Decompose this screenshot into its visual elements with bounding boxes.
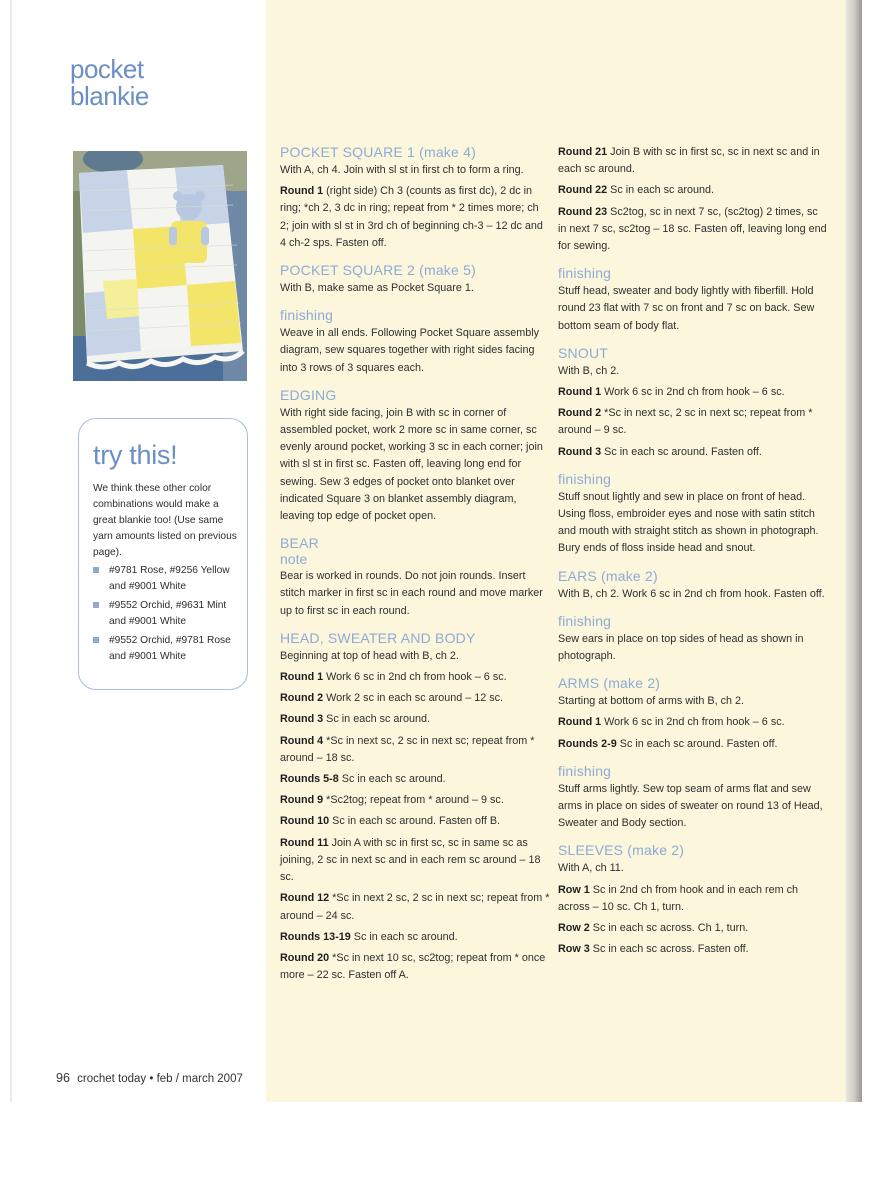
instruction-paragraph [280, 669, 550, 686]
round-label: Round 20 [280, 951, 330, 964]
round-label: Round 23 [558, 205, 608, 218]
instruction-text: Work 6 sc in 2nd ch from hook – 6 sc. [323, 671, 507, 684]
round-label: Round 1 [280, 185, 324, 198]
round-label: Round 1 [558, 386, 602, 399]
pattern-section [280, 630, 550, 984]
tip-list [93, 563, 243, 668]
round-label: Rounds 13-19 [280, 930, 351, 943]
instruction-paragraph [280, 325, 550, 377]
round-label: Round 22 [558, 184, 608, 197]
instruction-text: With B, ch 2. [558, 364, 620, 377]
round-label: Round 10 [280, 815, 330, 828]
section-heading: SLEEVES (make 2) [558, 842, 685, 859]
round-label: Round 3 [280, 713, 324, 726]
tip-item [93, 633, 243, 664]
instruction-text: Sc in each sc around. Fasten off. [616, 737, 778, 750]
instruction-paragraph [558, 586, 828, 603]
tip-item-text: #9552 Orchid, #9781 Rose and #9001 White [109, 635, 231, 662]
round-label: Rounds 5-8 [280, 773, 339, 786]
instruction-text: (right side) Ch 3 (counts as first dc), 2 dc in ring; *ch 2, 3 dc in ring; repeat from * 2 times more; ch 2; join with sl st in 3rd ch of beginning ch-3 – 12 dc and 4 ch-2 sps. Fasten off. [280, 185, 543, 249]
pattern-section [558, 265, 828, 335]
round-label: Round 4 [280, 734, 324, 747]
instruction-text: Starting at bottom of arms with B, ch 2. [558, 695, 745, 708]
tip-item [93, 598, 243, 629]
instruction-paragraph [280, 771, 550, 788]
title-line-1: pocket [70, 54, 144, 84]
instruction-text: With A, ch 4. Join with sl st in first ch to form a ring. [280, 164, 524, 176]
instruction-text: Work 2 sc in each sc around – 12 sc. [323, 692, 504, 705]
pattern-column-2 [558, 144, 828, 969]
instruction-paragraph [280, 792, 550, 809]
tip-item-text: #9552 Orchid, #9631 Mint and #9001 White [109, 600, 227, 627]
tip-item [93, 563, 243, 594]
instruction-text: Sc in each sc around. [607, 184, 715, 197]
instruction-paragraph [558, 941, 828, 958]
instruction-text: Sc in each sc around. [350, 930, 458, 943]
instruction-paragraph [280, 690, 550, 707]
square-bullet-icon [93, 602, 99, 608]
instruction-text: Sc in each sc around. Fasten off. [601, 445, 762, 458]
pattern-section [280, 307, 550, 377]
page-edge-shadow [846, 0, 862, 1102]
instruction-text: Sc in 2nd ch from hook and in each rem ch across – 10 sc. Ch 1, turn. [558, 883, 799, 913]
instruction-paragraph [558, 693, 828, 710]
instruction-text: Sew ears in place on top sides of head as shown in photograph. [558, 632, 804, 663]
pattern-section [558, 345, 828, 461]
pattern-section [558, 613, 828, 665]
section-heading: ARMS (make 2) [558, 675, 661, 692]
instruction-paragraph [280, 280, 550, 297]
instruction-paragraph [280, 162, 550, 179]
round-label: Row 2 [558, 922, 590, 935]
pattern-section [558, 568, 828, 603]
page-footer [56, 1071, 243, 1085]
instruction-text: With right side facing, join B with sc in corner of assembled pocket, work 2 more sc in same corner, sc evenly around pocket, working 3 sc in each corner; join with sl st in first sc. Fasten off, leaving long end for sewing. Sew 3 edges of pocket onto blanket over indicated Square 3 on blanket assembly diagram, leaving top edge of pocket open. [280, 406, 543, 523]
footer-text: crochet today • feb / march 2007 [77, 1073, 243, 1085]
instruction-text: *Sc in next sc, 2 sc in next sc; repeat from * around – 9 sc. [558, 407, 813, 437]
pattern-section [280, 144, 550, 252]
instruction-text: With B, make same as Pocket Square 1. [280, 282, 474, 295]
round-label: Round 12 [280, 892, 330, 905]
section-heading: SNOUT [558, 344, 608, 361]
pattern-column-1 [280, 144, 550, 994]
instruction-text: Work 6 sc in 2nd ch from hook – 6 sc. [601, 386, 785, 399]
instruction-paragraph [558, 882, 828, 916]
section-heading: finishing [558, 470, 612, 487]
square-bullet-icon [93, 567, 99, 573]
pattern-section [558, 842, 828, 958]
instruction-text: *Sc in next sc, 2 sc in next sc; repeat from * around – 18 sc. [280, 734, 535, 764]
pattern-section [558, 144, 828, 255]
round-label: Row 1 [558, 883, 590, 896]
instruction-paragraph [558, 363, 828, 380]
instruction-text: Sc in each sc across. Ch 1, turn. [589, 922, 749, 935]
instruction-paragraph [558, 144, 828, 178]
instruction-paragraph [558, 860, 828, 877]
pattern-section [280, 262, 550, 297]
section-heading: EDGING [280, 386, 337, 403]
pattern-section [280, 387, 550, 525]
instruction-paragraph [280, 835, 550, 887]
pattern-section [280, 535, 550, 620]
instruction-text: With B, ch 2. Work 6 sc in 2nd ch from hook. Fasten off. [558, 587, 825, 600]
title-line-2: blankie [70, 81, 149, 111]
instruction-text: Beginning at top of head with B, ch 2. [280, 649, 459, 662]
instruction-paragraph [558, 714, 828, 731]
round-label: Round 1 [558, 716, 602, 729]
instruction-paragraph [558, 204, 828, 256]
instruction-paragraph [558, 736, 828, 753]
section-heading: finishing [558, 265, 612, 282]
instruction-paragraph [280, 648, 550, 665]
section-heading: finishing [558, 762, 612, 779]
section-heading: POCKET SQUARE 1 (make 4) [280, 144, 476, 160]
instruction-text: Sc in each sc around. Fasten off B. [329, 815, 501, 828]
instruction-text: Stuff arms lightly. Sew top seam of arms flat and sew arms in place on sides of sweater on round 13 of Head, Sweater and Body section. [558, 782, 823, 830]
instruction-text: Sc in each sc around. [338, 773, 446, 786]
instruction-paragraph [280, 950, 550, 984]
square-bullet-icon [93, 637, 99, 643]
blankie-photo [73, 151, 247, 381]
page-fold [10, 0, 12, 1102]
instruction-text: *Sc in next 10 sc, sc2tog; repeat from * once more – 22 sc. Fasten off A. [280, 951, 546, 982]
instruction-text: Weave in all ends. Following Pocket Square assembly diagram, sew squares together with right sides facing into 3 rows of 3 squares each. [280, 327, 540, 374]
instruction-paragraph [280, 929, 550, 946]
tip-item-text: #9781 Rose, #9256 Yellow and #9001 White [109, 565, 230, 592]
page-title [70, 56, 149, 110]
round-label: Row 3 [558, 943, 590, 956]
instruction-text: Stuff head, sweater and body lightly with fiberfill. Hold round 23 flat with 7 sc on front and 7 sc on back. Sew bottom seam of body flat. [558, 285, 815, 332]
section-subheading: note [280, 551, 308, 568]
instruction-paragraph [280, 813, 550, 830]
instruction-text: Join A with sc in first sc, sc in same sc as joining, 2 sc in next sc and in each rem sc around – 18 sc. [280, 836, 541, 884]
instruction-paragraph [558, 182, 828, 199]
round-label: Round 11 [280, 836, 329, 849]
round-label: Round 2 [558, 407, 602, 420]
instruction-text: Sc2tog, sc in next 7 sc, (sc2tog) 2 times, sc in next 7 sc, sc2tog – 18 sc. Fasten off, leaving long end for sewing. [558, 205, 827, 253]
round-label: Round 1 [280, 671, 324, 684]
section-heading: POCKET SQUARE 2 (make 5) [280, 262, 476, 279]
round-label: Round 3 [558, 445, 602, 458]
instruction-paragraph [280, 568, 550, 620]
section-heading: HEAD, SWEATER AND BODY [280, 629, 476, 646]
section-heading: finishing [280, 307, 334, 324]
instruction-paragraph [558, 384, 828, 401]
blankie-photo-illustration [73, 151, 247, 381]
pattern-section [558, 763, 828, 833]
round-label: Round 9 [280, 794, 324, 807]
tip-title: try this! [93, 440, 178, 470]
instruction-text: With A, ch 11. [558, 862, 624, 875]
instruction-paragraph [558, 283, 828, 335]
instruction-paragraph [558, 444, 828, 461]
round-label: Round 21 [558, 146, 608, 158]
instruction-text: *Sc in next 2 sc, 2 sc in next sc; repeat from * around – 24 sc. [280, 892, 550, 922]
instruction-paragraph [280, 405, 550, 525]
instruction-paragraph [280, 733, 550, 767]
round-label: Rounds 2-9 [558, 737, 617, 750]
section-heading: finishing [558, 612, 612, 629]
section-heading: EARS (make 2) [558, 567, 658, 584]
pattern-section [558, 675, 828, 753]
instruction-text: Bear is worked in rounds. Do not join rounds. Insert stitch marker in first sc in each round and move marker up to first sc in each round. [280, 570, 543, 617]
page-number: 96 [56, 1071, 70, 1085]
instruction-paragraph [558, 920, 828, 937]
instruction-text: Work 6 sc in 2nd ch from hook – 6 sc. [601, 716, 785, 729]
instruction-paragraph [280, 711, 550, 728]
instruction-paragraph [280, 890, 550, 924]
instruction-paragraph [280, 183, 550, 252]
instruction-text: Sc in each sc around. [323, 713, 431, 726]
section-heading: BEAR [280, 535, 319, 552]
instruction-paragraph [558, 781, 828, 833]
instruction-paragraph [558, 631, 828, 665]
tip-intro: We think these other color combinations would make a great blankie too! (Use same yarn amounts listed on previous page). [93, 483, 237, 558]
instruction-text: Join B with sc in first sc, sc in next sc and in each sc around. [558, 146, 820, 176]
instruction-text: *Sc2tog; repeat from * around – 9 sc. [323, 794, 504, 807]
instruction-text: Stuff snout lightly and sew in place on front of head. Using floss, embroider eyes and nose with satin stitch and mouth with straight stitch as shown in photograph. Bury ends of floss inside head and snout. [558, 490, 819, 555]
instruction-text: Sc in each sc across. Fasten off. [589, 943, 749, 956]
round-label: Round 2 [280, 692, 324, 705]
instruction-paragraph [558, 405, 828, 439]
instruction-paragraph [558, 489, 828, 558]
pattern-section [558, 471, 828, 558]
